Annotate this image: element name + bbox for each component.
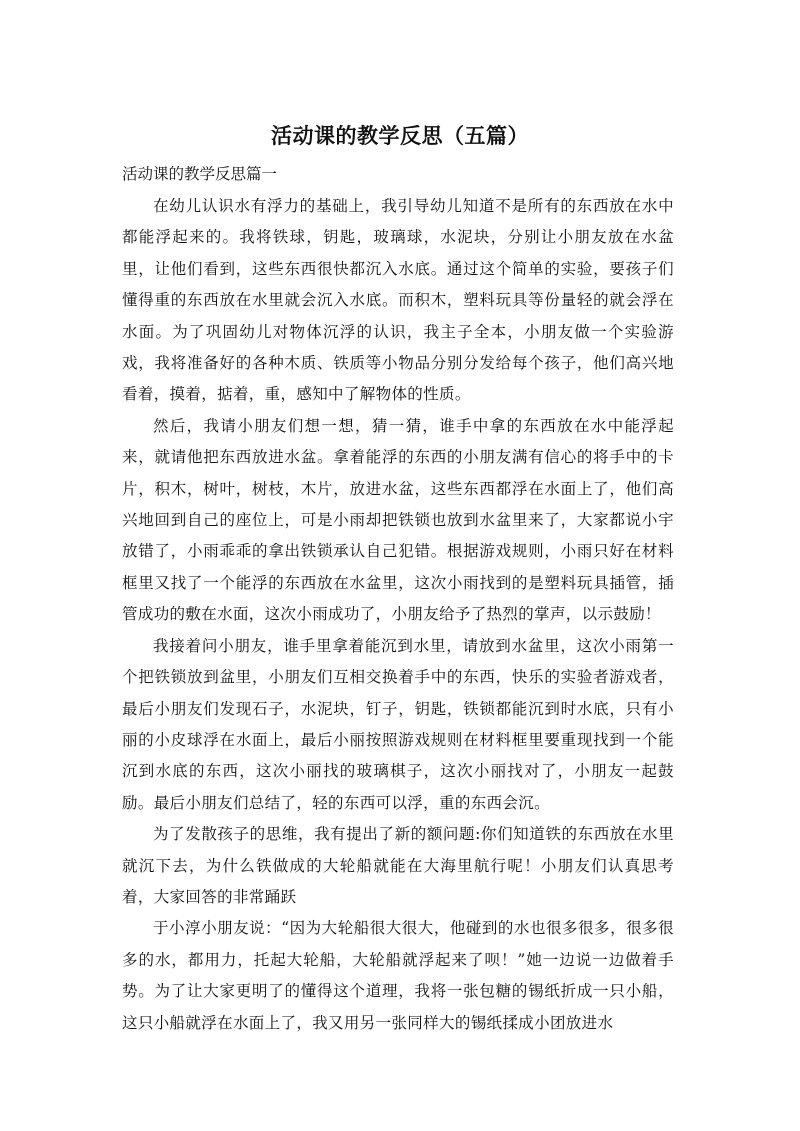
- paragraph-2: 然后，我请小朋友们想一想，猜一猜，谁手中拿的东西放在水中能浮起来，就请他把东西放进水盆。拿着能浮的东西的小朋友满有信心的将手中的卡片，积木，树叶，树枝，木片，放进水盆，这些东西都浮在水面上了，他们高兴地回到自己的座位上，可是小雨却把铁锁也放到水盆里来了，大家都说小宇放错了，小雨乖乖的拿出铁锁承认自己犯错。根据游戏规则，小雨只好在材料框里又找了一个能浮的东西放在水盆里，这次小雨找到的是塑料玩具插管，插管成功的敷在水面，这次小雨成功了，小朋友给予了热烈的掌声，以示鼓励！: [122, 416, 674, 624]
- section-heading: 活动课的教学反思篇一: [122, 165, 278, 183]
- paragraph-5: 于小淳小朋友说：“因为大轮船很大很大，他碰到的水也很多很多，很多很多的水，都用力，托起大轮船，大轮船就浮起来了呗！”她一边说一边做着手势。为了让大家更明了的懂得这个道理，我将一张包糖的锡纸折成一只小船，这只小船就浮在水面上了，我又用另一张同样大的锡纸揉成小团放进水: [122, 919, 674, 1032]
- paragraph-1: 在幼儿认识水有浮力的基础上，我引导幼儿知道不是所有的东西放在水中都能浮起来的。我将铁球，钥匙，玻璃球，水泥块，分别让小朋友放在水盆里，让他们看到，这些东西很快都沉入水底。通过这个简单的实验，要孩子们懂得重的东西放在水里就会沉入水底。而积木，塑料玩具等份量轻的就会浮在水面。为了巩固幼儿对物体沉浮的认识，我主子全本，小朋友做一个实验游戏，我将准备好的各种木质、铁质等小物品分别分发给每个孩子，他们高兴地看着，摸着，掂着，重，感知中了解物体的性质。: [122, 197, 674, 404]
- paragraph-3: 我接着问小朋友，谁手里拿着能沉到水里，请放到水盆里，这次小雨第一个把铁锁放到盆里，小朋友们互相交换着手中的东西，快乐的实验者游戏者，最后小朋友们发现石子，水泥块，钉子，钥匙，铁锁都能沉到时水底，只有小丽的小皮球浮在水面上，最后小丽按照游戏规则在材料框里要重现找到一个能沉到水底的东西，这次小丽找的玻璃棋子，这次小丽找对了，小朋友一起鼓励。最后小朋友们总结了，轻的东西可以浮，重的东西会沉。: [122, 636, 674, 812]
- paragraph-4: 为了发散孩子的思维，我有提出了新的额问题:你们知道铁的东西放在水里就沉下去，为什么铁做成的大轮船就能在大海里航行呢！小朋友们认真思考着，大家回答的非常踊跃: [122, 825, 674, 906]
- document-body: [122, 191, 674, 1039]
- document-title: 活动课的教学反思（五篇）: [271, 124, 529, 148]
